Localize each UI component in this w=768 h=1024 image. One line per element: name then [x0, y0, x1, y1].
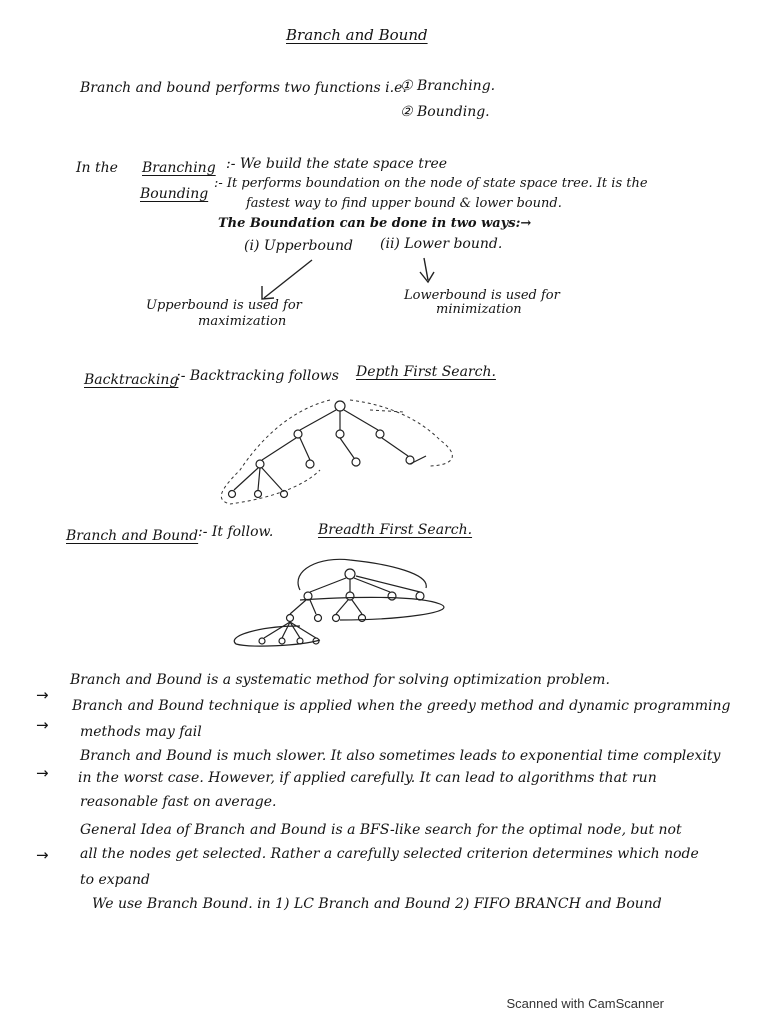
last-line: We use Branch Bound. in 1) LC Branch and Bound 2) FIFO BRANCH and Bound	[92, 896, 662, 912]
bounding-way-upper: (i) Upperbound	[244, 238, 353, 254]
bullet-4-line1: General Idea of Branch and Bound is a BFS-like search for the optimal node, but not	[80, 822, 682, 838]
bullet-2-line1: Branch and Bound technique is applied when the greedy method and dynamic programming	[72, 698, 731, 714]
bnb-text: :- It follow.	[198, 524, 274, 540]
upper-note-line2: maximization	[198, 314, 287, 329]
bounding-line2: fastest way to find upper bound & lower bound.	[246, 196, 562, 211]
lower-note-line2: minimization	[436, 302, 522, 317]
bullet-3-line2: in the worst case. However, if applied carefully. It can lead to algorithms that run	[78, 770, 657, 786]
branching-prefix: In the	[76, 160, 118, 176]
backtracking-method: Depth First Search.	[356, 364, 496, 380]
intro-text: Branch and bound performs two functions i.e.	[80, 80, 407, 96]
bullet-arrow-2: →	[36, 716, 49, 734]
lower-note-line1: Lowerbound is used for	[404, 288, 560, 303]
bullet-arrow-3: →	[36, 764, 49, 782]
bounding-way-lower: (ii) Lower bound.	[380, 236, 503, 252]
backtracking-text: :- Backtracking follows	[176, 368, 339, 384]
branching-label: Branching	[142, 160, 216, 176]
intro-item-bounding: ② Bounding.	[400, 104, 490, 120]
intro-item-branching: ① Branching.	[400, 78, 496, 94]
scanner-footer: Scanned with CamScanner	[506, 996, 664, 1011]
bullet-4-line3: to expand	[80, 872, 150, 888]
bnb-label: Branch and Bound	[66, 528, 199, 544]
bounding-line3: The Boundation can be done in two ways:→	[218, 216, 532, 231]
bullet-2-line2: methods may fail	[80, 724, 202, 740]
bullet-arrow-1: →	[36, 686, 49, 704]
bullet-3-line1: Branch and Bound is much slower. It also sometimes leads to exponential time complexity	[80, 748, 721, 764]
backtracking-label: Backtracking	[84, 372, 179, 388]
bullet-4-line2: all the nodes get selected. Rather a carefully selected criterion determines which node	[80, 846, 699, 862]
bullet-1-line1: Branch and Bound is a systematic method for solving optimization problem.	[70, 672, 610, 688]
upper-note-line1: Upperbound is used for	[146, 298, 302, 313]
bullet-3-line3: reasonable fast on average.	[80, 794, 277, 810]
page-title: Branch and Bound	[286, 26, 428, 44]
bounding-label: Bounding	[140, 186, 209, 202]
branching-text: :- We build the state space tree	[226, 156, 448, 172]
bnb-method: Breadth First Search.	[318, 522, 473, 538]
bounding-line1: :- It performs boundation on the node of state space tree. It is the	[214, 176, 648, 191]
bullet-arrow-4: →	[36, 846, 49, 864]
